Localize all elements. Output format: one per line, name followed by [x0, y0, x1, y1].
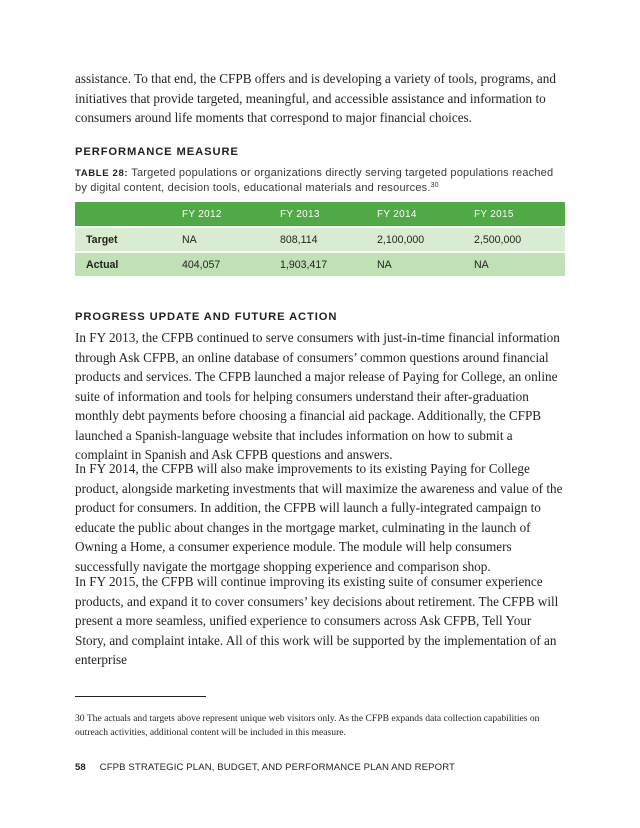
performance-table: [75, 202, 565, 276]
table-cell: NA: [377, 251, 474, 276]
performance-measure-heading: PERFORMANCE MEASURE: [75, 146, 239, 158]
table-cell: NA: [182, 226, 280, 251]
intro-paragraph: assistance. To that end, the CFPB offers and is developing a variety of tools, programs, and initiatives that provide targeted, meaningful, and accessible assistance and information to consumers around life moments that correspond to major financial choices.: [75, 71, 556, 125]
progress-update-heading: PROGRESS UPDATE AND FUTURE ACTION: [75, 311, 338, 323]
body-paragraph-fy2014: In FY 2014, the CFPB will also make improvements to its existing Paying for College product, alongside marketing investments that will maximize the awareness and value of the product for consumers. In addition, the CFPB will launch a fully-integrated campaign to educate the public about changes in the mortgage market, culminating in the launch of Owning a Home, a consumer experience module. The module will help consumers successfully navigate the mortgage shopping experience and comparison shop.: [75, 461, 563, 574]
table-header-fy2012: FY 2012: [182, 208, 222, 220]
table-cell: 404,057: [182, 251, 280, 276]
table-caption-text: Targeted populations or organizations directly serving targeted populations reached by digital content, decision tools, educational materials and resources.: [75, 167, 554, 194]
table-row-target: [75, 226, 565, 251]
table-cell: NA: [474, 251, 565, 276]
table-label: TABLE 28:: [75, 168, 129, 179]
row-label: Target: [75, 226, 182, 251]
table-cell: 808,114: [280, 226, 377, 251]
table-cell: 2,500,000: [474, 226, 565, 251]
footnote: 30 The actuals and targets above represent unique web visitors only. As the CFPB expands data collection capabilities on outreach activities, additional content will be included in this measure.: [75, 713, 540, 738]
table-row-actual: [75, 251, 565, 276]
table-header-blank: [75, 202, 182, 226]
footnote-reference: 30: [430, 182, 439, 189]
table-header-row: [75, 202, 565, 226]
table-caption: [75, 166, 565, 196]
table-header-fy2015: FY 2015: [474, 208, 514, 220]
row-label: Actual: [75, 251, 182, 276]
table-cell: 2,100,000: [377, 226, 474, 251]
table-cell: 1,903,417: [280, 251, 377, 276]
table-header-fy2014: FY 2014: [377, 208, 417, 220]
body-paragraph-fy2013: In FY 2013, the CFPB continued to serve consumers with just-in-time financial information through Ask CFPB, an online database of consumers’ common questions around financial products and services. The CFPB launched a major release of Paying for College, an online suite of information and tools for helping consumers understand their after-graduation monthly debt payments before choosing a financial aid package. Additionally, the CFPB launched a Spanish-language website that includes information on how to submit a complaint in Spanish and Ask CFPB questions and answers.: [75, 330, 560, 462]
body-paragraph-fy2015: In FY 2015, the CFPB will continue improving its existing suite of consumer experience products, and expand it to cover consumers’ key decisions about retirement. The CFPB will present a more seamless, unified experience to consumers across Ask CFPB, Tell Your Story, and complaint intake. All of this work will be supported by the implementation of an enterprise: [75, 574, 559, 667]
page-footer: [75, 762, 565, 773]
page-number: 58: [75, 762, 86, 773]
report-title: CFPB STRATEGIC PLAN, BUDGET, AND PERFORMANCE PLAN AND REPORT: [99, 762, 456, 773]
table-header-fy2013: FY 2013: [280, 208, 320, 220]
footnote-divider: [75, 696, 206, 697]
